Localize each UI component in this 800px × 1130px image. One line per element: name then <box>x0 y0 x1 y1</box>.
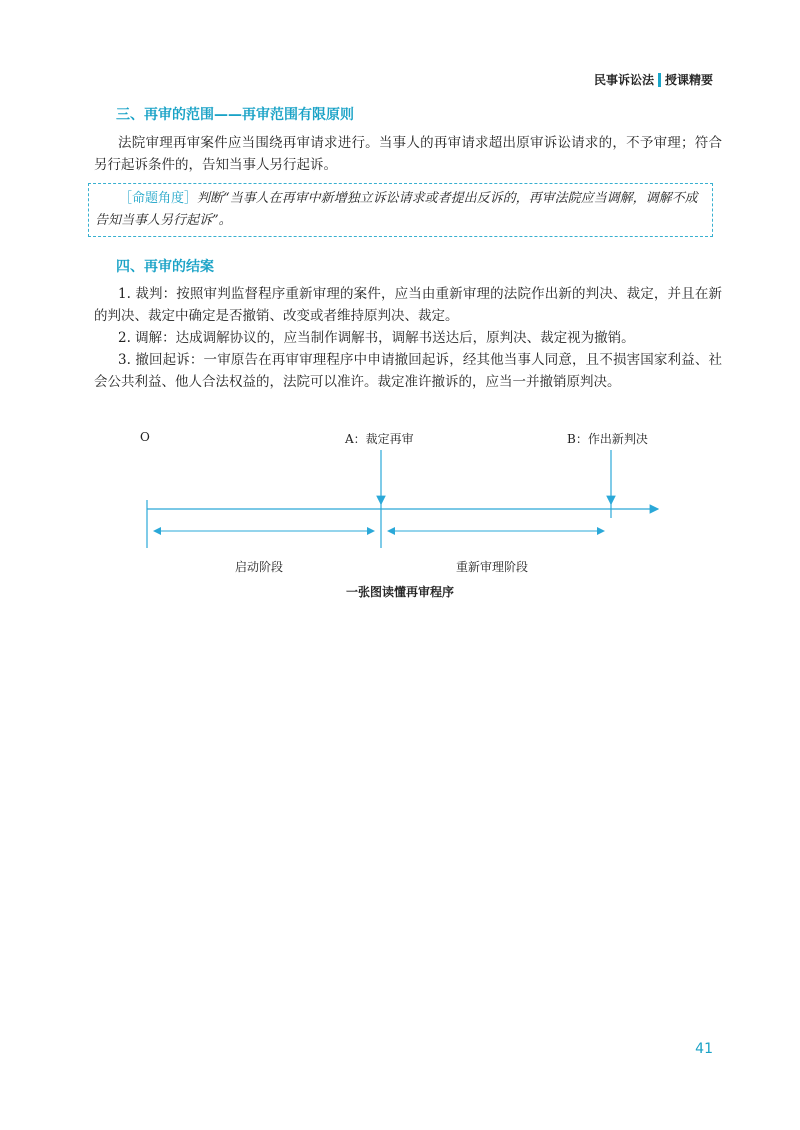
section-4-item-1: 1. 裁判：按照审判监督程序重新审理的案件，应当由重新审理的法院作出新的判决、裁定，并且在新的判决、裁定中确定是否撤销、改变或者维持原判决、裁定。 <box>94 286 722 324</box>
note-text: 判断“当事人在再审中新增独立诉讼请求或者提出反诉的，再审法院应当调解，调解不成告知当事人另行起诉”。 <box>95 191 698 228</box>
section-4-heading: 四、再审的结案 <box>116 259 214 275</box>
exam-note-box <box>88 183 713 237</box>
label-start-stage: 启动阶段 <box>235 560 284 574</box>
label-point-b: B：作出新判决 <box>567 432 648 446</box>
running-header <box>594 71 713 88</box>
header-section-title: 授课精要 <box>664 73 713 87</box>
label-origin: O <box>140 430 150 444</box>
header-book-title: 民事诉讼法 <box>593 73 654 87</box>
label-point-a: A：裁定再审 <box>345 432 414 446</box>
timeline-svg <box>0 420 800 580</box>
note-tag: ［命题角度］ <box>119 191 198 206</box>
section-4-item-3: 3. 撤回起诉：一审原告在再审审理程序中申请撤回起诉，经其他当事人同意，且不损害国家利益、社会公共利益、他人合法权益的，法院可以准许。裁定准许撤诉的，应当一并撤销原判决。 <box>94 352 722 390</box>
label-retrial-stage: 重新审理阶段 <box>456 560 529 574</box>
retrial-timeline-diagram <box>0 420 800 610</box>
diagram-caption: 一张图读懂再审程序 <box>345 585 454 599</box>
section-3-heading: 三、再审的范围——再审范围有限原则 <box>116 107 354 123</box>
header-separator <box>658 73 661 87</box>
section-4-item-2: 2. 调解：达成调解协议的，应当制作调解书，调解书送达后，原判决、裁定视为撤销。 <box>118 330 635 346</box>
section-3-body: 法院审理再审案件应当围绕再审请求进行。当事人的再审请求超出原审诉讼请求的，不予审理；符合另行起诉条件的，告知当事人另行起诉。 <box>94 135 722 173</box>
page-number: 41 <box>695 1041 713 1057</box>
